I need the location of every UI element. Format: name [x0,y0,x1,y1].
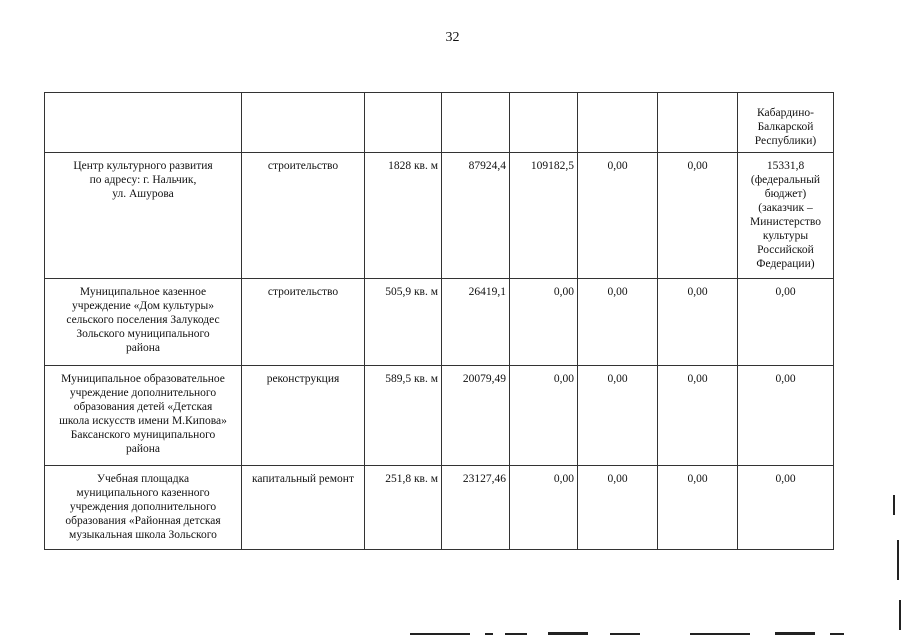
cell-area [365,93,442,153]
cell-value-2: 0,00 [510,279,578,366]
page-number: 32 [445,30,460,45]
cell-work-type: строительство [242,279,365,366]
cell-value-4: 0,00 [658,153,738,279]
cell-area: 505,9 кв. м [365,279,442,366]
table-row [45,279,834,366]
cell-name: Муниципальное казенное учреждение «Дом культуры» сельского поселения Залукодес Зольского муниципального района [45,279,242,366]
cell-name [45,93,242,153]
cell-name: Центр культурного развития по адресу: г. Нальчик, ул. Ашурова [45,153,242,279]
data-table [44,92,834,550]
cell-value-5: 0,00 [738,366,834,466]
cell-value-3: 0,00 [578,153,658,279]
cell-value-5: 0,00 [738,279,834,366]
cell-value-2 [510,93,578,153]
cell-name: Учебная площадка муниципального казенного учреждения дополнительного образования «Районная детская музыкальная школа Зольского [45,466,242,550]
cell-value-4 [658,93,738,153]
cell-value-5: 15331,8 (федеральный бюджет) (заказчик – Министерство культуры Российской Федерации) [738,153,834,279]
cell-work-type: капитальный ремонт [242,466,365,550]
cell-value-1 [442,93,510,153]
cell-value-2: 0,00 [510,366,578,466]
cell-area: 251,8 кв. м [365,466,442,550]
cell-value-1: 87924,4 [442,153,510,279]
cell-value-3: 0,00 [578,466,658,550]
cell-area: 589,5 кв. м [365,366,442,466]
cell-work-type: строительство [242,153,365,279]
cell-value-4: 0,00 [658,279,738,366]
table-row [45,366,834,466]
table-row [45,466,834,550]
cell-value-5: Кабардино- Балкарской Республики) [738,93,834,153]
cell-value-4: 0,00 [658,466,738,550]
cell-work-type: реконструкция [242,366,365,466]
cell-area: 1828 кв. м [365,153,442,279]
cell-value-2: 109182,5 [510,153,578,279]
cell-work-type [242,93,365,153]
cell-value-3: 0,00 [578,279,658,366]
cell-value-1: 26419,1 [442,279,510,366]
table-row [45,153,834,279]
cell-value-5: 0,00 [738,466,834,550]
cell-value-1: 23127,46 [442,466,510,550]
cell-name: Муниципальное образовательное учреждение дополнительного образования детей «Детская школа искусств имени М.Кипова» Баксанского муниципального района [45,366,242,466]
cell-value-4: 0,00 [658,366,738,466]
table-row [45,93,834,153]
cell-value-3 [578,93,658,153]
cell-value-3: 0,00 [578,366,658,466]
cell-value-1: 20079,49 [442,366,510,466]
cell-value-2: 0,00 [510,466,578,550]
